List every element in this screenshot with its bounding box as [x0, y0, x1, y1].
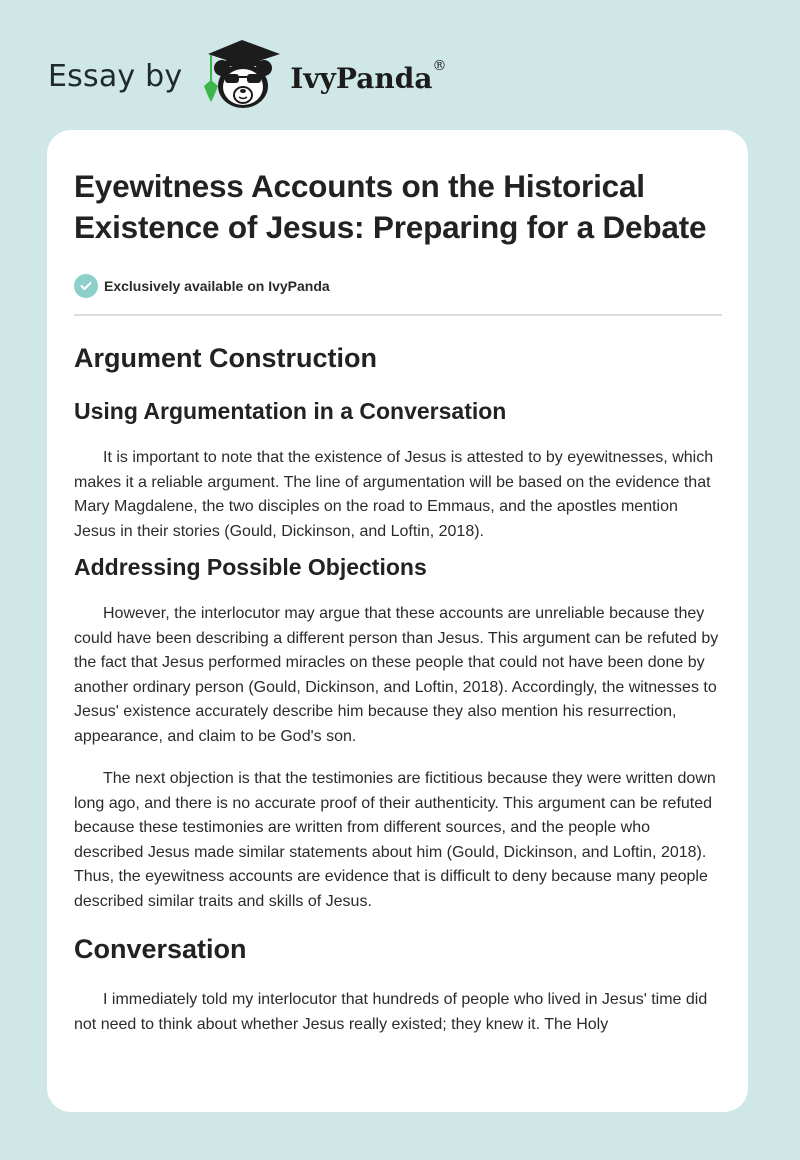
- exclusive-label: Exclusively available on IvyPanda: [104, 278, 330, 294]
- essay-by-label: Essay by: [48, 58, 183, 94]
- paragraph: I immediately told my interlocutor that hundreds of people who lived in Jesus' time did not need to think about whether Jesus really existed; they knew it. The Holy: [74, 991, 708, 1033]
- essay-card: [47, 130, 748, 1112]
- panda-graduate-icon[interactable]: [200, 36, 286, 112]
- brand-text: IvyPanda: [290, 61, 433, 95]
- divider: [74, 314, 722, 316]
- paragraph: However, the interlocutor may argue that these accounts are unreliable because they could have been describing a different person than Jesus. This argument can be refuted by the fact that Jesus performed miracles on these people that could not have been done by another ordinary person (Gould, Dickinson, and Loftin, 2018). Accordingly, the witnesses to Jesus' existence accurately describe him because they also mention his resurrection, appearance, and claim to be God's son.: [74, 605, 719, 745]
- subsection-heading: Addressing Possible Objections: [74, 554, 427, 580]
- registered-mark: ®: [432, 57, 447, 74]
- section-heading: Argument Construction: [74, 343, 377, 373]
- brand-name[interactable]: [290, 57, 447, 95]
- section-heading: Conversation: [74, 934, 247, 964]
- subsection-heading: Using Argumentation in a Conversation: [74, 398, 507, 424]
- check-circle-icon: [74, 274, 98, 298]
- paragraph: The next objection is that the testimonies are fictitious because they were written down long ago, and there is no accurate proof of their authenticity. This argument can be refuted because these testimonies are written from different sources, and the people who described Jesus made similar statements about him (Gould, Dickinson, and Loftin, 2018). Thus, the eyewitness accounts are evidence that is difficult to deny because many people described similar traits and skills of Jesus.: [74, 770, 716, 910]
- exclusive-badge: [74, 273, 722, 299]
- paragraph: It is important to note that the existence of Jesus is attested to by eyewitnesses, which makes it a reliable argument. The line of argumentation will be based on the evidence that Mary Magdalene, the two disciples on the road to Emmaus, and the apostles mention Jesus in their stories (Gould, Dickinson, and Loftin, 2018).: [74, 449, 714, 540]
- site-header: [48, 34, 446, 114]
- page-title: Eyewitness Accounts on the Historical Existence of Jesus: Preparing for a Debate: [74, 168, 707, 245]
